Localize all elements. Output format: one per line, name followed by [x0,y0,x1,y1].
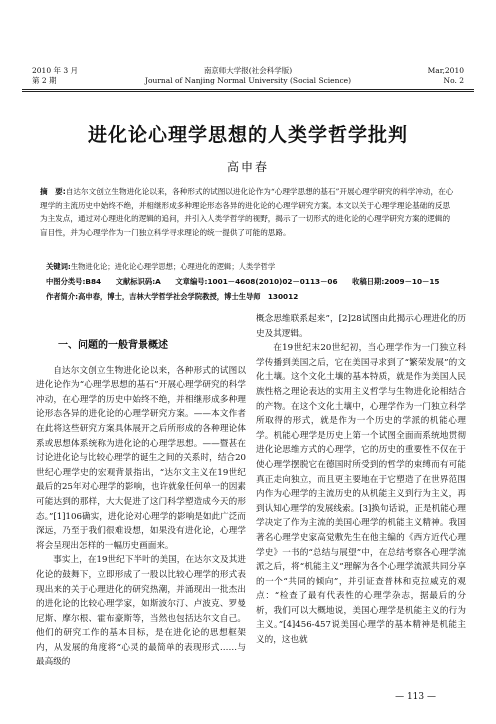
header-date-en: Mar,2010 [427,66,464,75]
header-right [428,66,464,86]
abstract-text: 自达尔文创立生物进化论以来，各种形式的试图以进化论作为“心理学思想的基石”开展心理学研究的科学冲动，在心理学的主流历史中始终不绝，并相继形成多种理论形态各异的进化论的心理学研究方案。本文以关于心理学理论基础的反思为主发点，通过对心理进化的逻辑的追问，并引入人类学哲学的视野，揭示了一切形式的进化论的心理学研究方案的逻辑的盲目性，并为心理学作为一门独立科学寻求理论的统一提供了可能的思路。 [40,187,454,237]
header-journal-cn: 南京师大学报(社会科学版) [203,66,293,75]
header-no: No. 2 [443,76,464,85]
classification-line: 中图分类号:B84 文献标识码:A 文章编号:1001－4608(2010)02－0113－06 收稿日期:2009－10－15 [46,277,440,286]
body-paragraph: 在19世纪末20世纪初，当心理学作为一门独立科学传播到美国之后，它在美国寻求到了“繁荣发展”的文化土壤。这个文化土壤的基本特质，就是作为美国人民族性格之理论表达的实用主义哲学与生物进化论相结合的产物。在这个文化土壤中，心理学作为一门独立科学所取得的形式，就是作为一个历史的学派的机能心理学。机能心理学是历史上第一个试图全面而系统地贯彻进化论思维方式的心理学，它的历史的重要性不仅在于使心理学摆脱它在德国时所受到的哲学的束缚而有可能真正走向独立，而且更主要地在于它塑造了在世界范围内作为心理学的主流历史的从机能主义到行为主义，再到认知心理学的发展线索。[3]换句话说，正是机能心理学决定了作为主流的美国心理学的机能主义精神。我国著名心理学史家高觉敷先生在他主编的《西方近代心理学史》一书的“总结与展望”中，在总结考察各心理学流派之后，将“机能主义”理解为各个心理学流派共同分享的一个“共同的倾向”，并引证查普林和克拉威克的观点：“检查了最有代表性的心理学杂志，据最后的分析，我们可以大概地说，美国心理学是机能主义的行为主义。”[4]456-457说美国心理学的基本精神是机能主义的，这也就 [256,343,466,646]
keywords-text: 生物进化论；进化论心理学思想；心理进化的逻辑；人类学哲学 [70,262,276,271]
paper-author: 高申春 [226,160,269,174]
right-column [256,312,466,648]
header-journal-en: Journal of Nanjing Normal University (Social Science) [144,76,352,85]
paper-title: 进化论心理学思想的人类学哲学批判 [87,124,408,146]
left-column [36,325,246,670]
body-paragraph: 自达尔文创立生物进化论以来，各种形式的试图以进化论作为“心理学思想的基石”开展心理学研究的科学冲动，在心理学的历史中始终不绝，并相继形成多种理论形态各异的进化论的心理学研究方案。——本文作者在此将这些研究方案具体展开之后所形成的各种理论体系或思想体系统称为进化论的心理学思想。——暨甚在讨论进化论与比较心理学的诞生之间的关系时，结合20世纪心理学史的宏观背景指出，“达尔文主义在19世纪最后的25年对心理学的影响，也许就象任何单一的因素可能达到的那样，大大促进了这门科学塑造成今天的形态。”[1]106确实，进化论对心理学的影响是如此广泛而深远，乃至于我们很难设想，如果没有进化论，心理学将会呈现出怎样的一幅历史画面来。 [36,365,246,551]
header-issue: 第 2 期 [32,76,57,85]
body-paragraph: 事实上，在19世纪下半叶的美国，在达尔文及其进化论的鼓舞下，立即形成了一股以比较心理学的形式表现出来的关于心理进化的研究热潮，并涌现出一批杰出的进化论的比较心理学家，如斯波尔汀、卢波克、罗曼尼斯、摩尔根、霍布豪斯等，当然也包括达尔文自己。他们的研究工作的基本目标，是在进化论的思想框架内，从发展的角度将“心灵的最简单的表现形式……与最高级的 [36,555,246,668]
keywords-label: 关键词: [46,262,71,271]
keywords [46,262,456,272]
body-paragraph: 概念思维联系起来”，[2]28试图由此揭示心理进化的历史及其逻辑。 [256,314,466,339]
section-heading: 一、问题的一般背景概述 [58,340,168,351]
header-center [22,66,474,86]
abstract-label: 摘 要: [40,187,66,196]
header-rule-thin [22,91,474,92]
header-date: 2010 年 3 月 [32,66,79,75]
author-intro: 作者简介:高申春，博士，吉林大学哲学社会学院教授，博士生导师 130012 [46,292,299,301]
page-number: — 113 — [395,692,436,702]
header-rule [22,89,474,90]
abstract [40,185,454,239]
